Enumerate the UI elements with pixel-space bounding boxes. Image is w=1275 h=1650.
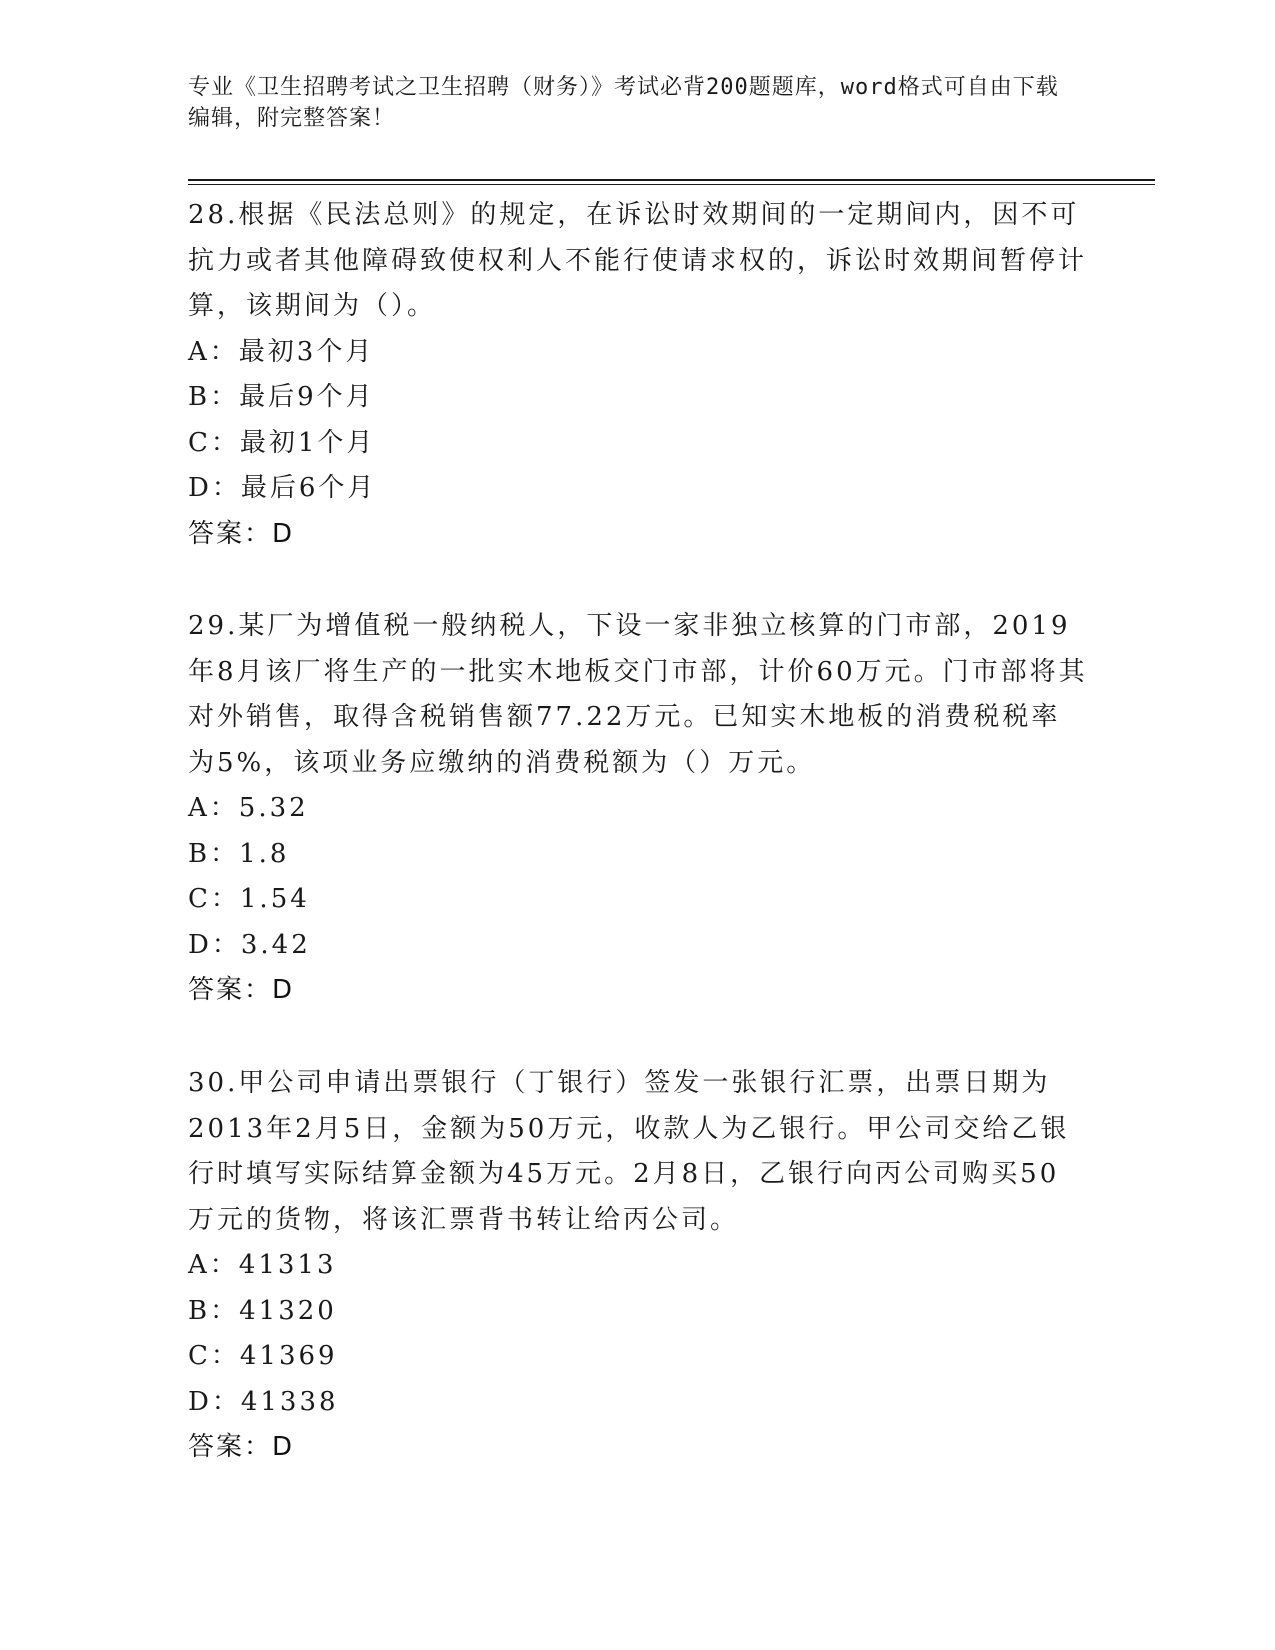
option-b: B：1.8 xyxy=(188,838,290,869)
option-d: D：3.42 xyxy=(188,929,311,960)
question-28 xyxy=(188,193,1088,557)
answer-line: 答案：D xyxy=(188,1432,295,1462)
question-stem: 30.甲公司申请出票银行（丁银行）签发一张银行汇票，出票日期为2013年2月5日，金额为50万元，收款人为乙银行。甲公司交给乙银行时填写实际结算金额为45万元。2月8日，乙银行向丙公司购买50万元的货物，将该汇票背书转让给丙公司。 xyxy=(188,1068,1070,1235)
document-header: 专业《卫生招聘考试之卫生招聘（财务）》考试必背200题题库，word格式可自由下载编辑，附完整答案！ xyxy=(188,75,1059,131)
option-c: C：41369 xyxy=(188,1341,338,1371)
header-rule-thin xyxy=(188,184,1155,185)
option-c: C：最初1个月 xyxy=(188,427,376,458)
question-stem: 28.根据《民法总则》的规定，在诉讼时效期间的一定期间内，因不可抗力或者其他障碍致使权利人不能行使请求权的，诉讼时效期间暂停计算，该期间为（）。 xyxy=(188,200,1088,321)
option-b: B：最后9个月 xyxy=(188,382,375,412)
question-29 xyxy=(188,604,1088,1014)
option-a: A：41313 xyxy=(188,1250,337,1280)
option-b: B：41320 xyxy=(188,1295,337,1326)
question-stem: 29.某厂为增值税一般纳税人，下设一家非独立核算的门市部，2019年8月该厂将生产的一批实木地板交门市部，计价60万元。门市部将其对外销售，取得含税销售额77.22万元。已知实木地板的消费税税率为5%，该项业务应缴纳的消费税额为（）万元。 xyxy=(188,611,1088,778)
header-rule-thick xyxy=(188,179,1155,181)
option-a: A：最初3个月 xyxy=(188,336,375,367)
option-a: A：5.32 xyxy=(188,793,309,823)
answer-line: 答案：D xyxy=(188,975,295,1005)
option-d: D：41338 xyxy=(188,1386,339,1417)
option-d: D：最后6个月 xyxy=(188,473,377,503)
question-30 xyxy=(188,1061,1088,1471)
answer-line: 答案：D xyxy=(188,518,295,549)
option-c: C：1.54 xyxy=(188,884,310,914)
